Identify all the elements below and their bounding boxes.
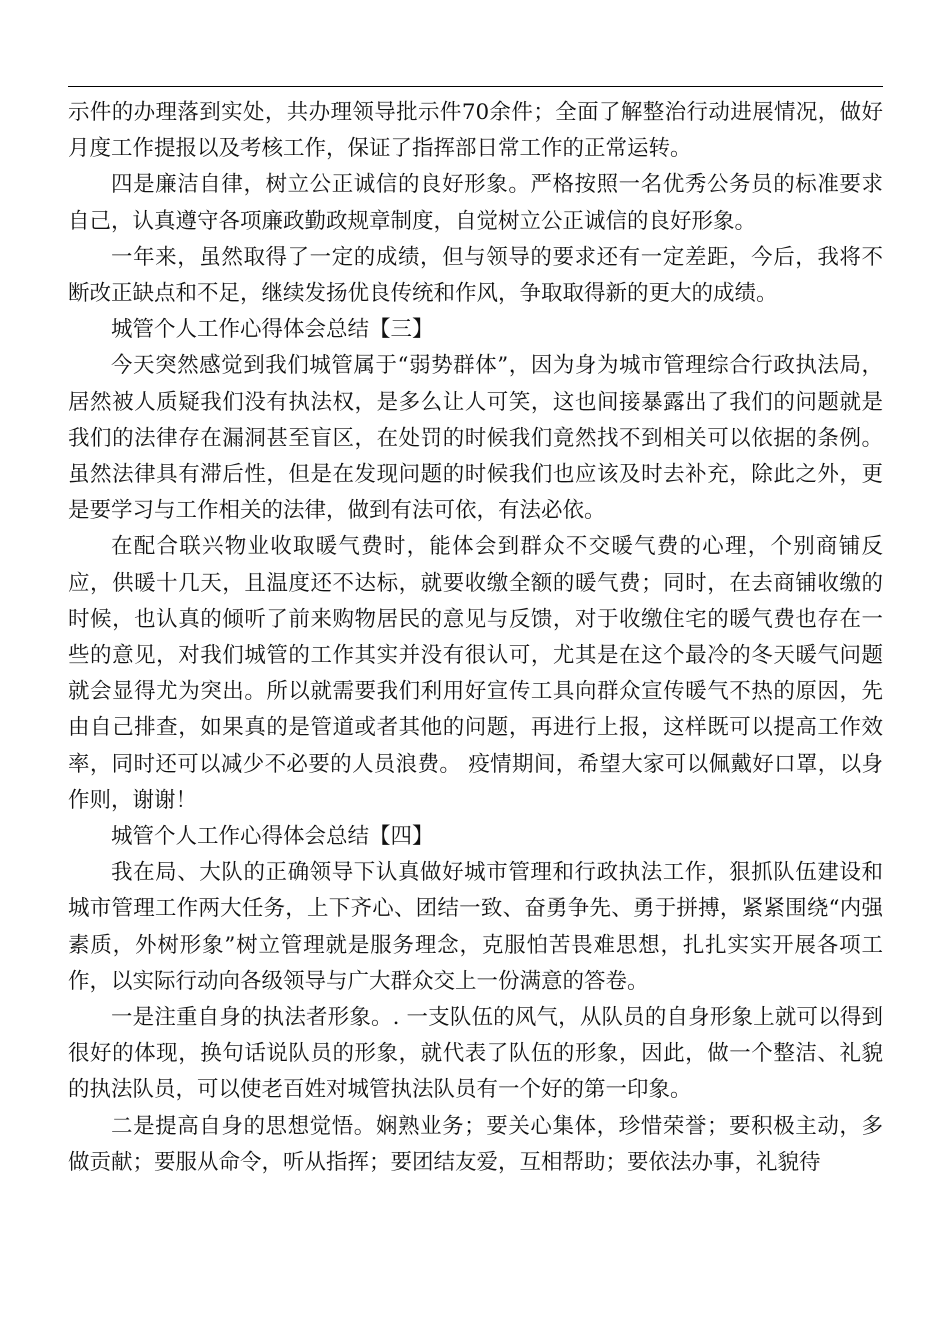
paragraph-integrity: 四是廉洁自律，树立公正诚信的良好形象。严格按照一名优秀公务员的标准要求自己，认真遵守各项廉政勤政规章制度，自觉树立公正诚信的良好形象。 (68, 172, 883, 234)
paragraph-heating-fee: 在配合联兴物业收取暖气费时，能体会到群众不交暖气费的心理，个别商铺反应，供暖十几天，且温度还不达标，就要收缴全额的暖气费；同时，在去商铺收缴的时候，也认真的倾听了前来购物居民的意见与反馈，对于收缴住宅的暖气费也存在一些的意见，对我们城管的工作其实并没有很认可，尤其是在这个最冷的冬天暖气问题就会显得尤为突出。所以就需要我们利用好宣传工具向群众宣传暖气不热的原因，先由自己排查，如果真的是管道或者其他的问题，再进行上报，这样既可以提高工作效率，同时还可以减少不必要的人员浪费。 疫情期间，希望大家可以佩戴好口罩，以身作则，谢谢！ (68, 534, 883, 813)
paragraph-leadership: 我在局、大队的正确领导下认真做好城市管理和行政执法工作，狠抓队伍建设和城市管理工作两大任务，上下齐心、团结一致、奋勇争先、勇于拼搏，紧紧围绕“内强素质，外树形象”树立管理就是服务理念，克服怕苦畏难思想，扎扎实实开展各项工作，以实际行动向各级领导与广大群众交上一份满意的答卷。 (68, 860, 883, 994)
document-page (68, 86, 883, 1181)
paragraph-continuation: 示件的办理落到实处，共办理领导批示件70余件；全面了解整治行动进展情况，做好月度工作提报以及考核工作，保证了指挥部日常工作的正常运转。 (68, 100, 883, 162)
header-rule (68, 86, 883, 87)
section-heading-three: 城管个人工作心得体会总结【三】 (111, 317, 434, 343)
paragraph-awareness: 二是提高自身的思想觉悟。娴熟业务；要关心集体，珍惜荣誉；要积极主动，多做贡献；要服从命令，听从指挥；要团结友爱，互相帮助；要依法办事，礼貌待 (68, 1113, 883, 1175)
paragraph-image: 一是注重自身的执法者形象。. 一支队伍的风气，从队员的自身形象上就可以得到很好的体现，换句话说队员的形象，就代表了队伍的形象，因此，做一个整洁、礼貌的执法队员，可以使老百姓对城管执法队员有一个好的第一印象。 (68, 1005, 883, 1103)
section-heading-four: 城管个人工作心得体会总结【四】 (111, 824, 434, 850)
paragraph-weak-group: 今天突然感觉到我们城管属于“弱势群体”，因为身为城市管理综合行政执法局，居然被人质疑我们没有执法权，是多么让人可笑，这也间接暴露出了我们的问题就是我们的法律存在漏洞甚至盲区，在处罚的时候我们竟然找不到相关可以依据的条例。虽然法律具有滞后性，但是在发现问题的时候我们也应该及时去补充，除此之外，更是要学习与工作相关的法律，做到有法可依，有法必依。 (68, 353, 883, 524)
paragraph-year-summary: 一年来，虽然取得了一定的成绩，但与领导的要求还有一定差距，今后，我将不断改正缺点和不足，继续发扬优良传统和作风，争取取得新的更大的成绩。 (68, 244, 883, 307)
